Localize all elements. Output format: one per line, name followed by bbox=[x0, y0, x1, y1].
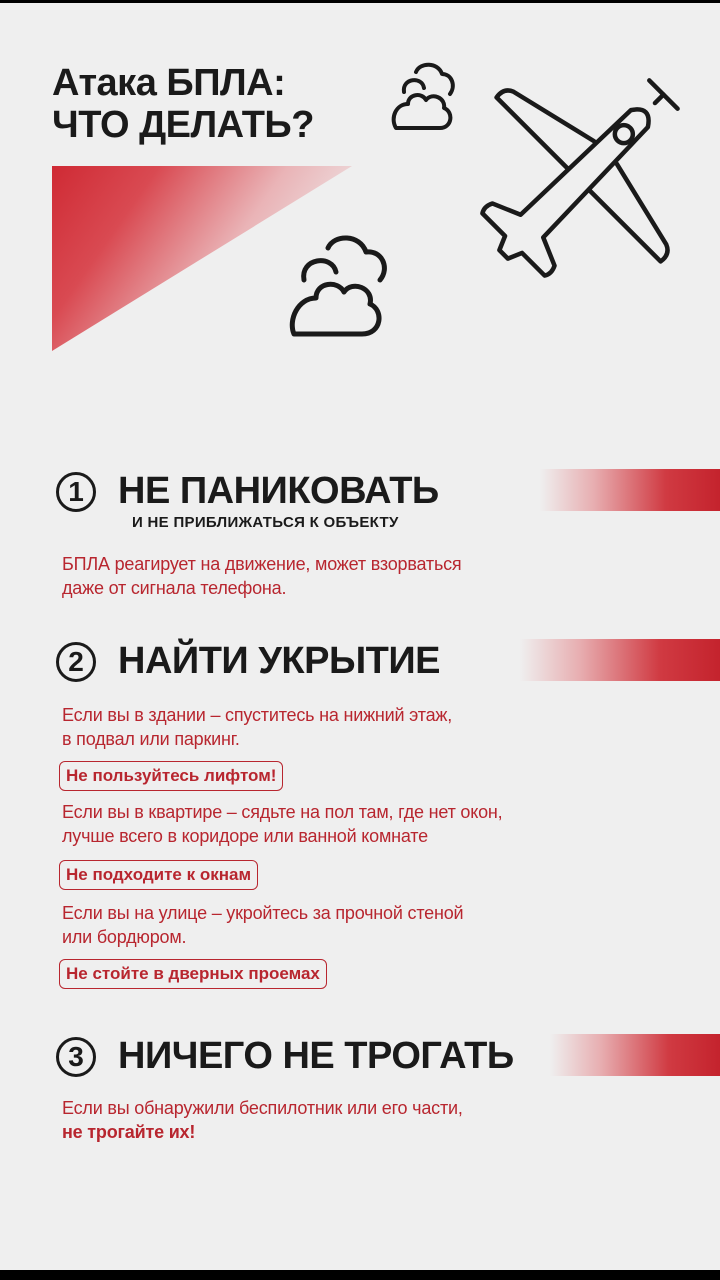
text-line: в подвал или паркинг. bbox=[62, 729, 240, 749]
text-line: Если вы в здании – спуститесь на нижний этаж, bbox=[62, 705, 453, 725]
emphasis-text: не трогайте их! bbox=[62, 1122, 196, 1142]
section-number: 3 bbox=[56, 1037, 96, 1077]
title-line-2: ЧТО ДЕЛАТЬ? bbox=[52, 104, 314, 146]
section-number: 1 bbox=[56, 472, 96, 512]
section-stripe bbox=[550, 1034, 720, 1076]
page-title bbox=[52, 62, 314, 146]
section-1-heading bbox=[56, 470, 439, 513]
text-line: лучше всего в коридоре или ванной комнате bbox=[62, 826, 428, 846]
text-line: даже от сигнала телефона. bbox=[62, 578, 287, 598]
section-2-text-building bbox=[62, 703, 452, 751]
section-title: НАЙТИ УКРЫТИЕ bbox=[118, 640, 441, 682]
section-number: 2 bbox=[56, 642, 96, 682]
section-3-heading bbox=[56, 1035, 514, 1078]
section-stripe bbox=[540, 469, 720, 511]
title-line-1: Атака БПЛА: bbox=[52, 62, 286, 104]
bottom-border bbox=[0, 1270, 720, 1280]
cloud-icon bbox=[284, 232, 402, 340]
text-line: БПЛА реагирует на движение, может взорваться bbox=[62, 554, 462, 574]
section-stripe bbox=[520, 639, 720, 681]
text-line: Если вы на улице – укройтесь за прочной стеной bbox=[62, 903, 464, 923]
warning-badge: Не стойте в дверных проемах bbox=[59, 959, 327, 989]
text-line: Если вы в квартире – сядьте на пол там, где нет окон, bbox=[62, 802, 503, 822]
section-1-text bbox=[62, 552, 461, 600]
section-2-heading bbox=[56, 640, 440, 683]
warning-badge: Не подходите к окнам bbox=[59, 860, 258, 890]
section-subtitle: И НЕ ПРИБЛИЖАТЬСЯ К ОБЪЕКТУ bbox=[132, 514, 399, 531]
section-2-text-street bbox=[62, 901, 463, 949]
section-2-text-apartment bbox=[62, 800, 502, 848]
text-line: Если вы обнаружили беспилотник или его части, bbox=[62, 1098, 463, 1118]
text-line: или бордюром. bbox=[62, 927, 187, 947]
section-3-text bbox=[62, 1096, 463, 1144]
section-title: НЕ ПАНИКОВАТЬ bbox=[118, 470, 439, 512]
warning-badge: Не пользуйтесь лифтом! bbox=[59, 761, 283, 791]
airplane-icon bbox=[448, 46, 712, 310]
section-title: НИЧЕГО НЕ ТРОГАТЬ bbox=[118, 1035, 514, 1077]
top-border bbox=[0, 0, 720, 3]
